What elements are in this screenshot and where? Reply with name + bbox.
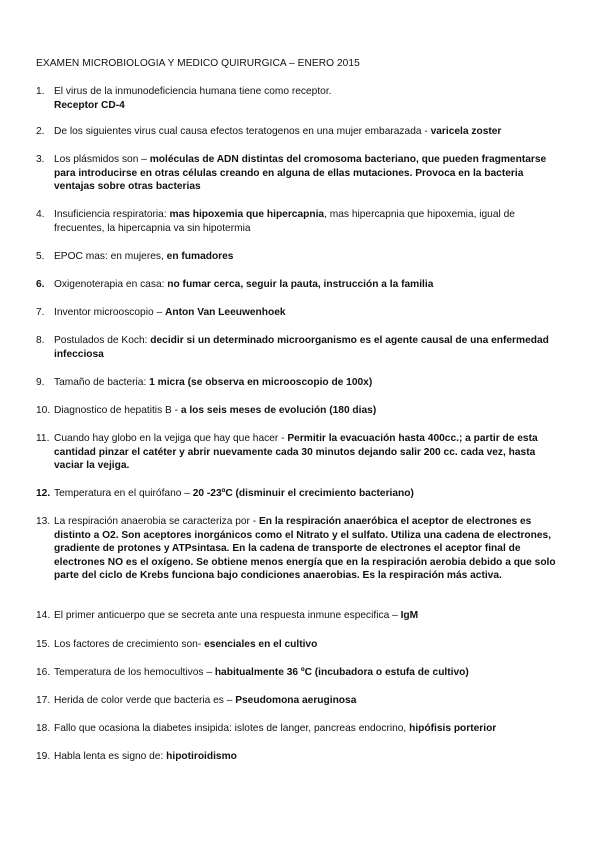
answer-text: mas hipoxemia que hipercapnia: [169, 209, 325, 220]
question-text: La respiración anaerobia se caracteriza por -: [54, 516, 259, 527]
question-text: Habla lenta es signo de:: [54, 751, 167, 762]
question-text-continued: , mas hipercapnia que hipoxemia, igual de frecuentes, la hipercapnia va sin hipotermia: [54, 209, 515, 234]
question-number: 3.: [36, 154, 45, 165]
answer-text: Pseudomona aeruginosa: [235, 695, 357, 706]
question-text: El virus de la inmunodeficiencia humana tiene como receptor.: [54, 86, 332, 97]
question-text: Los plásmidos son –: [54, 154, 150, 165]
question-number: 12.: [36, 488, 51, 499]
question-text: Los factores de crecimiento son-: [54, 639, 205, 650]
question-number: 4.: [36, 209, 45, 220]
answer-text: moléculas de ADN distintas del cromosoma bacteriano, que pueden fragmentarse para introducirse en otras células creando en alguna de ellas mutaciones. Provoca en la bacteria ventajas sobre otras bacterias: [54, 154, 547, 193]
answer-text: IgM: [400, 610, 419, 621]
question-text: Temperatura de los hemocultivos –: [54, 667, 215, 678]
question-item-2: [36, 125, 566, 139]
question-text: Diagnostico de hepatitis B -: [54, 405, 181, 416]
question-number: 7.: [36, 307, 45, 318]
question-item-15: [36, 638, 566, 652]
question-item-12: [36, 487, 566, 501]
answer-text: habitualmente 36 ºC (incubadora o estufa de cultivo): [214, 667, 469, 678]
question-text: Fallo que ocasiona la diabetes insipida: islotes de langer, pancreas endocrino,: [54, 723, 410, 734]
question-text: Temperatura en el quirófano –: [54, 488, 193, 499]
question-item-1: [36, 85, 566, 112]
answer-text: en fumadores: [166, 251, 234, 262]
question-item-7: [36, 306, 566, 320]
question-number: 1.: [36, 86, 45, 97]
question-text: Oxigenoterapia en casa:: [54, 279, 168, 290]
document-title: EXAMEN MICROBIOLOGIA Y MEDICO QUIRURGICA – ENERO 2015: [36, 58, 360, 69]
answer-text: no fumar cerca, seguir la pauta, instrucción a la familia: [167, 279, 434, 290]
question-item-17: [36, 694, 566, 708]
question-text: De los siguientes virus cual causa efectos teratogenos en una mujer embarazada -: [54, 126, 431, 137]
question-number: 8.: [36, 335, 45, 346]
question-item-14: [36, 609, 566, 623]
question-text: Herida de color verde que bacteria es –: [54, 695, 236, 706]
answer-text: a los seis meses de evolución (180 dias): [180, 405, 377, 416]
question-item-10: [36, 404, 566, 418]
question-text: EPOC mas: en mujeres,: [54, 251, 167, 262]
question-number: 19.: [36, 751, 51, 762]
question-item-19: [36, 750, 566, 764]
question-number: 9.: [36, 377, 45, 388]
question-text: Cuando hay globo en la vejiga que hay que hacer -: [54, 433, 288, 444]
question-item-4: [36, 208, 566, 235]
answer-text: Receptor CD-4: [54, 99, 125, 111]
question-item-5: [36, 250, 566, 264]
question-number: 17.: [36, 695, 51, 706]
answer-text: Anton Van Leeuwenhoek: [164, 307, 286, 318]
answer-text: Permitir la evacuación hasta 400cc.; a partir de esta cantidad pinzar el catéter y abrir nuevamente cada 30 minutos dejando salir 200 cc. cada vez, hasta vaciar la vejiga.: [54, 433, 538, 472]
question-item-8: [36, 334, 566, 361]
question-number: 11.: [36, 433, 50, 444]
question-text: Inventor microoscopio –: [54, 307, 165, 318]
question-number: 14.: [36, 610, 51, 621]
question-number: 16.: [36, 667, 51, 678]
question-item-11: [36, 432, 566, 473]
question-number: 6.: [36, 279, 45, 290]
question-number: 15.: [36, 639, 51, 650]
question-item-3: [36, 153, 566, 194]
question-number: 10.: [36, 405, 51, 416]
question-item-16: [36, 666, 566, 680]
question-number: 5.: [36, 251, 45, 262]
question-text: Insuficiencia respiratoria:: [54, 209, 170, 220]
answer-text: esenciales en el cultivo: [204, 639, 318, 650]
question-item-18: [36, 722, 566, 736]
question-item-6: [36, 278, 566, 292]
answer-text: hipotiroidismo: [166, 751, 237, 762]
question-number: 13.: [36, 516, 51, 527]
question-number: 2.: [36, 126, 45, 137]
question-text: Tamaño de bacteria:: [54, 377, 150, 388]
answer-text: 20 -23ºC (disminuir el crecimiento bacteriano): [192, 488, 414, 499]
answer-text: decidir si un determinado microorganismo es el agente causal de una enfermedad infecciosa: [54, 335, 549, 360]
answer-text: varicela zoster: [430, 126, 502, 137]
question-item-9: [36, 376, 566, 390]
question-text: Postulados de Koch:: [54, 335, 151, 346]
question-number: 18.: [36, 723, 51, 734]
question-text: El primer anticuerpo que se secreta ante una respuesta inmune especifica –: [54, 610, 401, 621]
answer-text: hipófisis porterior: [409, 723, 497, 734]
answer-text: En la respiración anaeróbica el aceptor de electrones es distinto a O2. Son aceptores inorgánicos como el Nitrato y el sulfato. Utiliza una cadena de electrones, gradiente de protones y ATPsintasa. En la cadena de transporte de electrones el aceptor final de electrones NO es el oxígeno. Se obtiene menos energía que en la respiración aerobia debido a que solo parte del ciclo de Krebs funciona bajo condiciones anaerobias. Es la respiración más activa.: [54, 516, 556, 582]
question-item-13: [36, 515, 566, 583]
answer-text: 1 micra (se observa en microoscopio de 100x): [149, 377, 373, 388]
